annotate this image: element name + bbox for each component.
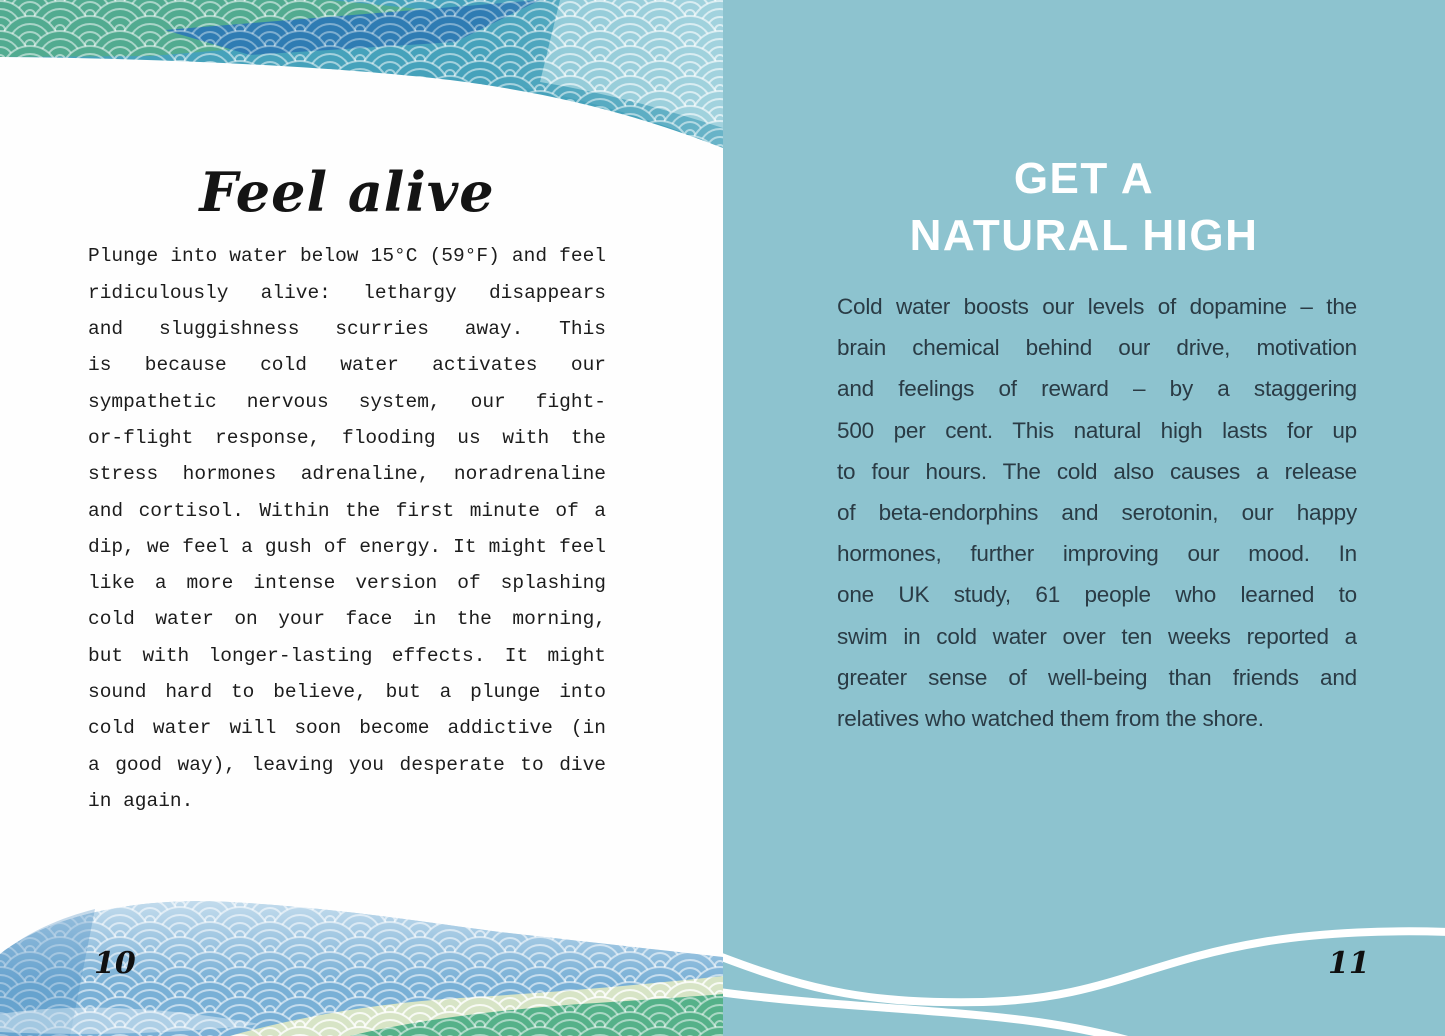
text-line: relatives who watched them from the shore. <box>837 705 1264 731</box>
text-line: of beta-endorphins and serotonin, our happy <box>837 499 1357 525</box>
text-line: stress hormones adrenaline, noradrenaline <box>88 463 606 486</box>
text-line: and sluggishness scurries away. This <box>88 318 606 341</box>
right-page-title <box>723 150 1445 264</box>
text-line: in again. <box>88 789 194 812</box>
left-page-number: 10 <box>94 946 136 981</box>
text-line: one UK study, 61 people who learned to <box>837 582 1357 608</box>
text-line: cold water on your face in the morning, <box>88 608 606 631</box>
left-page-content <box>0 162 723 819</box>
text-line: 500 per cent. This natural high lasts for up <box>837 417 1357 443</box>
text-line: but with longer-lasting effects. It might <box>88 644 606 667</box>
text-line: a good way), leaving you desperate to dive <box>88 753 606 776</box>
text-line: brain chemical behind our drive, motivation <box>837 335 1357 361</box>
top-watercolor-band <box>0 0 723 172</box>
left-page-title: Feel alive <box>199 160 495 224</box>
text-line: and cortisol. Within the first minute of a <box>88 499 606 522</box>
text-line: dip, we feel a gush of energy. It might feel <box>88 535 606 558</box>
text-line: swim in cold water over ten weeks reported a <box>837 623 1357 649</box>
text-line: cold water will soon become addictive (in <box>88 717 606 740</box>
text-line: is because cold water activates our <box>88 354 606 377</box>
text-line: to four hours. The cold also causes a release <box>837 458 1357 484</box>
right-page-number: 11 <box>1328 946 1370 981</box>
text-line: ridiculously alive: lethargy disappears <box>88 281 606 304</box>
right-page <box>723 0 1445 1036</box>
left-page-body <box>88 238 606 819</box>
text-line: or-flight response, flooding us with the <box>88 426 606 449</box>
text-line: Plunge into water below 15°C (59°F) and feel <box>88 245 606 268</box>
right-page-content <box>723 150 1445 739</box>
text-line: hormones, further improving our mood. In <box>837 541 1357 567</box>
text-line: sound hard to believe, but a plunge into <box>88 681 606 704</box>
right-title-line-1: GET A <box>1013 154 1155 203</box>
text-line: and feelings of reward – by a staggering <box>837 376 1357 402</box>
text-line: sympathetic nervous system, our fight- <box>88 390 606 413</box>
text-line: greater sense of well-being than friends and <box>837 664 1357 690</box>
right-page-body <box>837 286 1357 739</box>
text-line: like a more intense version of splashing <box>88 572 606 595</box>
text-line: Cold water boosts our levels of dopamine – the <box>837 294 1357 319</box>
right-title-line-2: NATURAL HIGH <box>909 211 1259 260</box>
